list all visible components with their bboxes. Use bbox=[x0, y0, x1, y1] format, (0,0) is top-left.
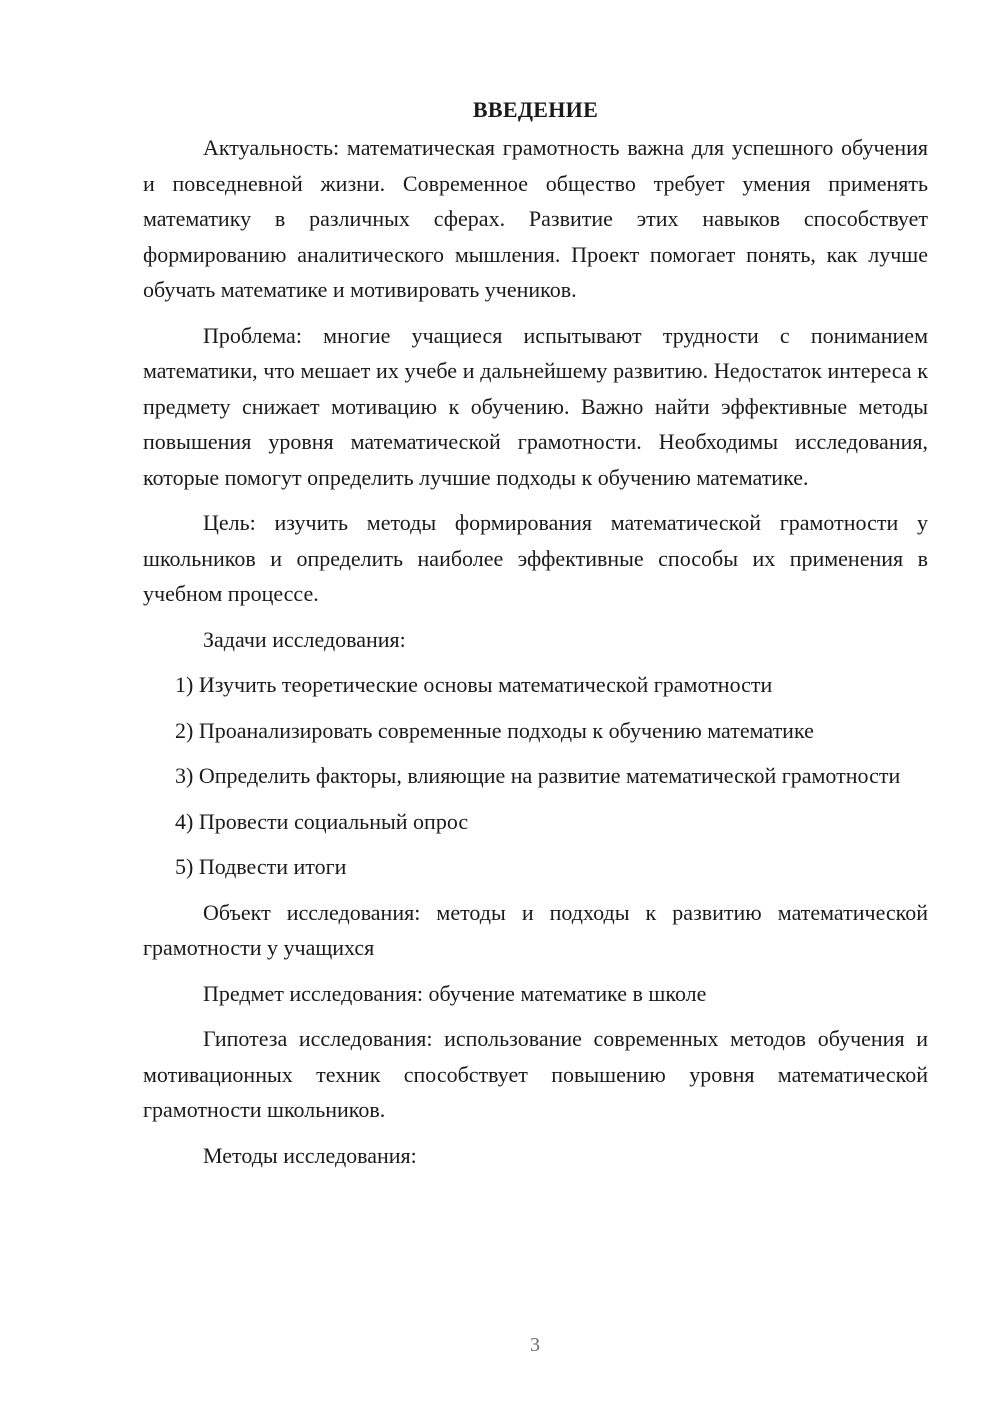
task-item-1: 1) Изучить теоретические основы математической грамотности bbox=[175, 672, 773, 697]
paragraph-hypothesis: Гипотеза исследования: использование современных методов обучения и мотивационных техник способствует повышению уровня математической грамотности школьников. bbox=[143, 1026, 928, 1122]
paragraph-goal: Цель: изучить методы формирования математической грамотности у школьников и определить наиболее эффективные способы их применения в учебном процессе. bbox=[143, 510, 928, 606]
document-page bbox=[143, 90, 928, 1183]
task-item-4: 4) Провести социальный опрос bbox=[175, 808, 469, 834]
page-number: 3 bbox=[530, 1334, 540, 1356]
methods-heading: Методы исследования: bbox=[203, 1142, 417, 1168]
paragraph-problem: Проблема: многие учащиеся испытывают трудности с пониманием математики, что мешает их учебе и дальнейшему развитию. Недостаток интереса к предмету снижает мотивацию к обучению. Важно найти эффективные методы повышения уровня математической грамотности. Необходимы исследования, которые помогут определить лучшие подходы к обучению математике. bbox=[143, 322, 928, 490]
task-item-2: 2) Проанализировать современные подходы к обучению математике bbox=[175, 717, 814, 743]
paragraph-relevance: Актуальность: математическая грамотность важна для успешного обучения и повседневной жизни. Современное общество требует умения применять математику в различных сферах. Развитие этих навыков способствует формированию аналитического мышления. Проект помогает понять, как лучше обучать математике и мотивировать учеников. bbox=[143, 135, 928, 302]
task-item-5: 5) Подвести итоги bbox=[175, 854, 347, 879]
paragraph-subject: Предмет исследования: обучение математике в школе bbox=[203, 980, 707, 1006]
paragraph-object: Объект исследования: методы и подходы к развитию математической грамотности у учащихся bbox=[143, 899, 928, 960]
page-title: ВВЕДЕНИЕ bbox=[472, 97, 599, 122]
tasks-heading: Задачи исследования: bbox=[203, 626, 406, 652]
task-item-3: 3) Определить факторы, влияющие на развитие математической грамотности bbox=[175, 763, 901, 788]
